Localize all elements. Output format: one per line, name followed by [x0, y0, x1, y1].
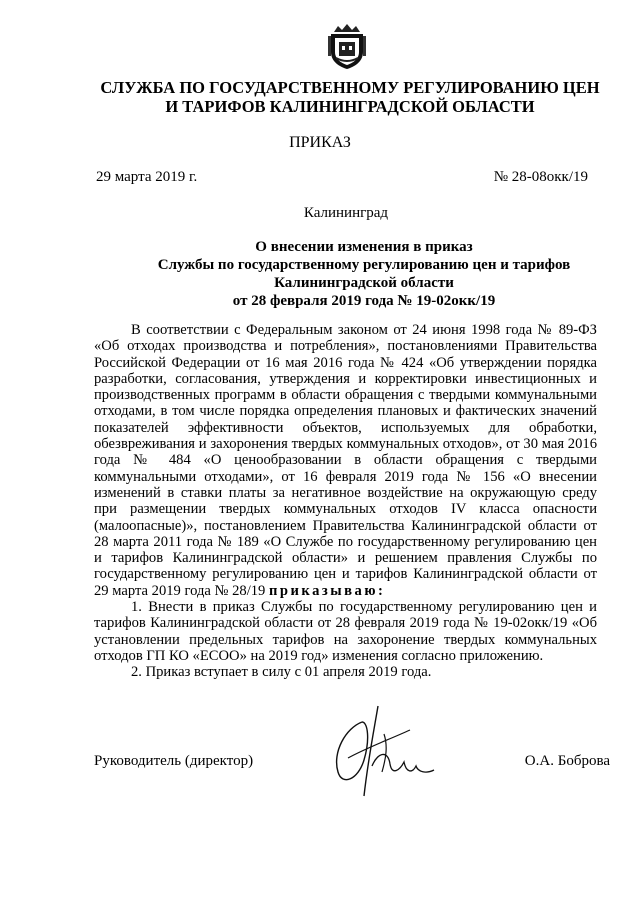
- command-word: приказываю:: [269, 582, 386, 599]
- organization-name-line1: СЛУЖБА ПО ГОСУДАРСТВЕННОМУ РЕГУЛИРОВАНИЮ ЦЕН: [100, 78, 600, 97]
- coat-of-arms-emblem: [326, 22, 368, 70]
- document-city: Калининград: [303, 205, 389, 221]
- subject-line1: О внесении изменения в приказ: [255, 239, 473, 255]
- preamble-text: В соответствии с Федеральным законом от 24 июня 1998 года № 89-ФЗ «Об отходах производства и потребления», постановлениями Правительства Российской Федерации от 16 мая 2016 года № 424 «Об утверждении порядка разработки, согласования, утверждения и корректировки инвестиционных и производственных программ в области обращения с твердыми коммунальными отходами, в том числе порядка определения плановых и фактических значений показателей эффективности объектов, используемых для обработки, обезвреживания и захоронения твердых коммунальных отходов», от 30 мая 2016 года № 484 «О ценообразовании в области обращения с твердыми коммунальными отходами», от 16 февраля 2019 года № 156 «О внесении изменений в ставки платы за негативное воздействие на окружающую среду при размещении твердых коммунальных отходов IV класса опасности (малоопасные)», постановлением Правительства Калининградской области от 28 марта 2011 года № 189 «О Службе по государственному регулированию цен и тарифов Калининградской области» и решением правления Службы по государственному регулированию цен и тарифов Калининградской области от 29 марта 2019 года № 28/19: [94, 322, 597, 599]
- document-date: 29 марта 2019 г.: [96, 169, 198, 185]
- document-body: [94, 322, 597, 681]
- document-type: ПРИКАЗ: [289, 134, 351, 151]
- preamble-paragraph: [94, 322, 597, 599]
- signatory-role: Руководитель (директор): [94, 753, 254, 769]
- handwritten-signature: [318, 700, 438, 805]
- item-1-paragraph: 1. Внести в приказ Службы по государственному регулированию цен и тарифов Калининградской области от 28 февраля 2019 года № 19-02окк/19 «Об установлении предельных тарифов на захоронение твердых коммунальных отходов ГП КО «ЕСОО» на 2019 год» изменения согласно приложению.: [94, 599, 597, 664]
- item-2-paragraph: 2. Приказ вступает в силу с 01 апреля 2019 года.: [131, 664, 432, 681]
- organization-name-line2: И ТАРИФОВ КАЛИНИНГРАДСКОЙ ОБЛАСТИ: [165, 97, 535, 116]
- document-subject: [90, 238, 638, 310]
- document-number: № 28-08окк/19: [493, 169, 588, 185]
- subject-line4: от 28 февраля 2019 года № 19-02окк/19: [232, 293, 496, 309]
- subject-line3: Калининградской области: [274, 275, 454, 291]
- subject-line2: Службы по государственному регулированию цен и тарифов: [157, 257, 571, 273]
- organization-name: [80, 78, 620, 116]
- signatory-name: О.А. Боброва: [524, 753, 610, 769]
